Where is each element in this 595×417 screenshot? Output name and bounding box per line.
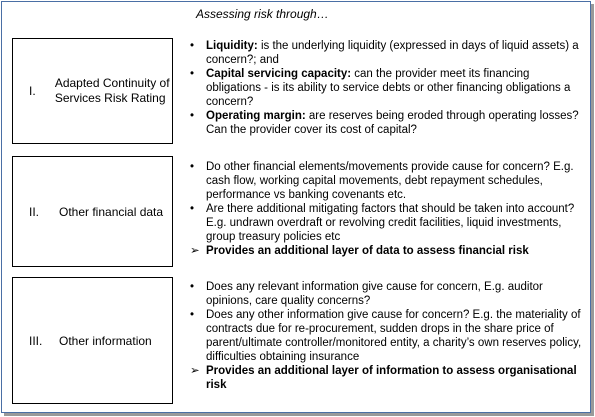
item-text: Are there additional mitigating factors that should be taken into account? E.g. undrawn overdraft or revolving credit facilities, liquid investments, group treasury policies etc (206, 203, 575, 243)
item-text: are reserves being eroded through operating losses? Can the provider cover its cost of capital? (206, 110, 579, 136)
row-3-item-1 (185, 280, 585, 308)
item-text: can the provider meet its financing obligations - is its ability to service debts or other financing obligations a concern? (206, 68, 571, 108)
bullet-icon: • (190, 203, 195, 215)
row-1-content (185, 39, 585, 137)
row-3-box (12, 277, 173, 404)
arrow-bullet-icon: ➢ (190, 365, 200, 377)
row-3-label: Other information (59, 333, 152, 348)
item-bold-text: Provides an additional layer of data to assess financial risk (206, 245, 529, 257)
bullet-icon: • (190, 40, 195, 52)
row-2-content (185, 160, 585, 258)
item-text: Does any relevant information give cause for concern, E.g. auditor opinions, care quality concerns? (206, 281, 543, 307)
item-bold-text: Capital servicing capacity: (206, 68, 352, 80)
item-bold-text: Liquidity: (206, 40, 258, 52)
diagram-header: Assessing risk through… (196, 7, 329, 21)
row-2-label: Other financial data (59, 204, 164, 219)
row-3-number: III. (29, 333, 43, 348)
row-3-item-2 (185, 308, 585, 364)
row-1-item-3 (185, 109, 585, 137)
row-1-item-1 (185, 39, 585, 67)
arrow-bullet-icon: ➢ (190, 245, 200, 257)
item-text: Does any other information give cause for concern? E.g. the materiality of contracts due for re-procurement, sudden drops in the share price of parent/ultimate controller/monitored entity, a charity’s own reserves policy, difficulties obtaining insurance (206, 309, 582, 363)
row-2-item-1 (185, 160, 585, 202)
row-1-label: Adapted Continuity of Services Risk Rating (54, 76, 170, 105)
item-text: is the underlying liquidity (expressed in days of liquid assets) a concern?; and (206, 40, 579, 66)
item-bold-text: Operating margin: (206, 110, 306, 122)
frame-shadow-right (591, 4, 594, 416)
row-3-item-3 (185, 364, 585, 392)
bullet-icon: • (190, 309, 195, 321)
row-2-item-2 (185, 202, 585, 244)
row-2-item-3 (185, 244, 585, 258)
row-3-content (185, 280, 585, 392)
bullet-icon: • (190, 161, 195, 173)
bullet-icon: • (190, 110, 195, 122)
row-1-number: I. (29, 84, 36, 98)
row-2-number: II. (29, 204, 40, 219)
item-bold-text: Provides an additional layer of information to assess organisational risk (206, 365, 577, 391)
item-text: Do other financial elements/movements provide cause for concern? E.g. cash flow, working capital movements, debt repayment schedules, performance vs banking covenants etc. (206, 161, 574, 201)
row-1-box (12, 38, 173, 144)
row-2-box (12, 156, 173, 267)
bullet-icon: • (190, 68, 195, 80)
bullet-icon: • (190, 281, 195, 293)
row-1-item-2 (185, 67, 585, 109)
frame-shadow-bottom (4, 413, 594, 416)
